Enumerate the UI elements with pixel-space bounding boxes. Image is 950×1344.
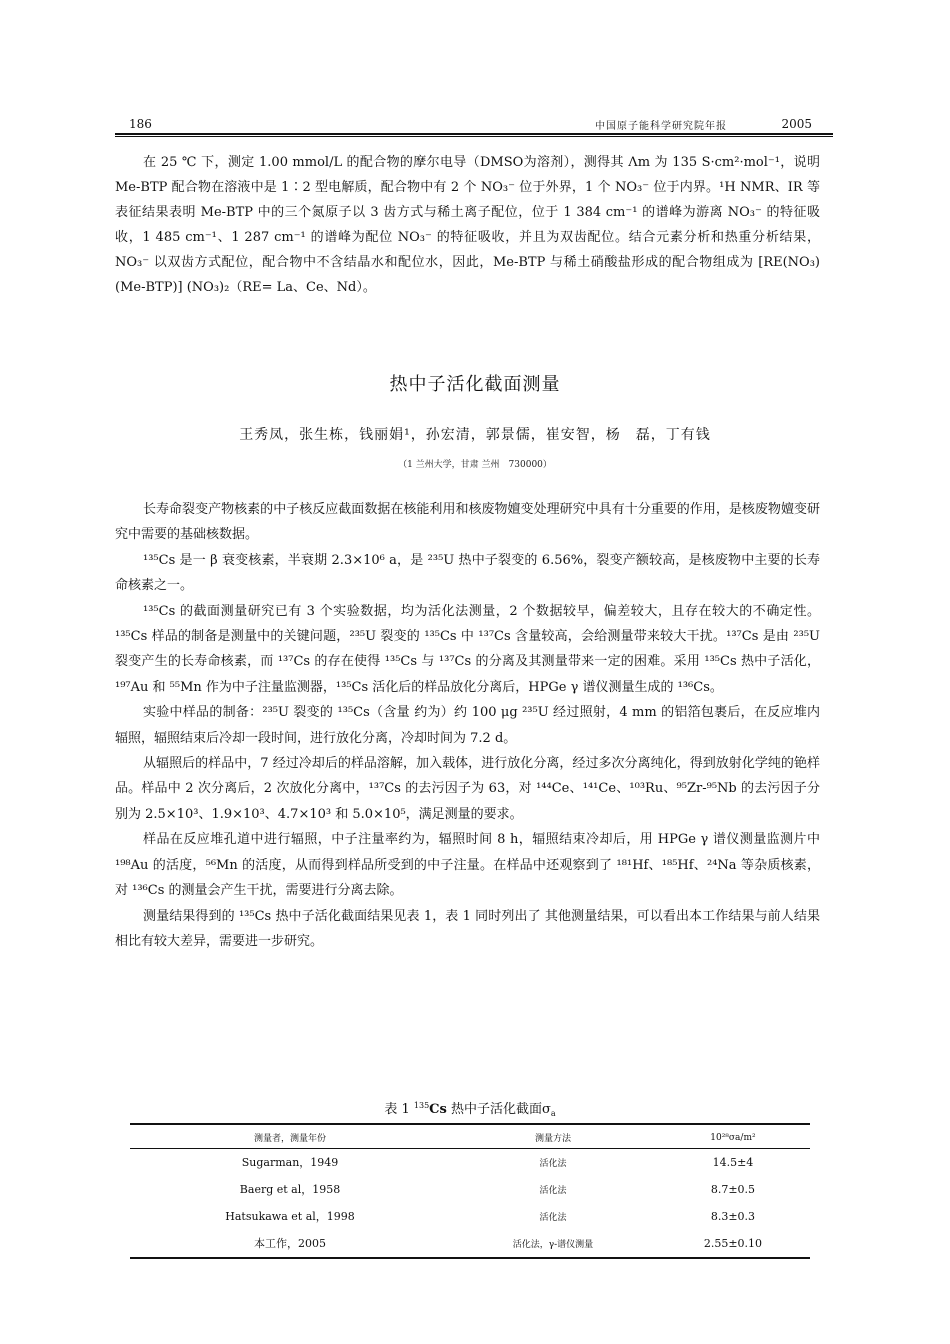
running-header [115,117,828,133]
cell-author: Baerg et al，1958 [239,1183,341,1196]
paragraph: 测量结果得到的 ¹³⁵Cs 热中子活化截面结果见表 1，表 1 同时列出了 其他测量结果，可以看出本工作结果与前人结果相比有较大差异，需要进一步研究。 [115,908,820,949]
caption-sigma: σ [542,1102,551,1117]
cell-method: 活化法 [539,1212,567,1223]
cell-method: 活化法，γ-谱仪测量 [450,1230,656,1258]
caption-sigma-sub: a [550,1109,556,1118]
cell-author: Sugarman，1949 [241,1156,339,1169]
table-row [130,1203,810,1230]
paragraph: 从辐照后的样品中，7 经过冷却后的样品溶解，加入载体，进行放化分离，经过多次分离纯化，得到放射化学纯的铯样品。样品中 2 次分离后，2 次放化分离中，¹³⁷Cs 的去污因子为 63，对 ¹⁴⁴Ce、¹⁴¹Ce、¹⁰³Ru、⁹⁵Zr-⁹⁵Nb 的去污因子分别为 2.5×10³、1.9×10³、4.7×10³ 和 5.0×10⁵，满足测量的要求。 [115,756,820,822]
previous-article-text [115,150,820,300]
table-caption-text: 热中子活化截面 [450,1102,542,1117]
cell-value: 14.5±4 [712,1155,754,1169]
caption-nuclide-symbol: Cs [429,1102,447,1117]
article-title: 热中子活化截面测量 [389,374,561,395]
cell-author: 本工作，2005 [130,1230,450,1258]
paragraph: ¹³⁵Cs 的截面测量研究已有 3 个实验数据，均为活化法测量，2 个数据较早，偏差较大，且存在较大的不确定性。¹³⁵Cs 样品的制备是测量中的关键问题，²³⁵U 裂变的 ¹³⁵Cs 中 ¹³⁷Cs 含量较高，会给测量带来较大干扰。¹³⁷Cs 是由 ²³⁵U 裂变产生的长寿命核素，而 ¹³⁷Cs 的存在使得 ¹³⁵Cs 与 ¹³⁷Cs 的分离及其测量带来一定的困难。采用 ¹³⁵Cs 热中子活化，¹⁹⁷Au 和 ⁵⁵Mn 作为中子注量监测器，¹³⁵Cs 活化后的样品放化分离后，HPGe γ 谱仪测量生成的 ¹³⁶Cs。 [115,603,820,695]
cell-value: 8.7±0.5 [710,1182,756,1196]
paragraph: 实验中样品的制备：²³⁵U 裂变的 ¹³⁵Cs（含量 约为）约 100 μg ²³⁵U 经过照射，4 mm 的铝箔包裹后，在反应堆内辐照，辐照结束后冷却一段时间，进行放化分离，冷却时间为 7.2 d。 [115,705,820,746]
header-rule-thin [115,136,833,137]
journal-year: 2005 [781,117,812,131]
article-body [115,497,820,954]
table-row [130,1149,810,1177]
column-header: 10²⁸σa/m² [656,1124,810,1149]
cell-author: Hatsukawa et al，1998 [225,1210,355,1223]
paragraph: ¹³⁵Cs 是一 β 衰变核素，半衰期 2.3×10⁶ a，是 ²³⁵U 热中子裂变的 6.56%，裂变产额较高，是核废物中主要的长寿命核素之一。 [115,552,820,594]
header-rule [115,133,833,135]
paragraph: 在 25 ℃ 下，测定 1.00 mmol/L 的配合物的摩尔电导（DMSO为溶剂），测得其 Λm 为 135 S·cm²·mol⁻¹，说明 Me-BTP 配合物在溶液中是 1∶2 型电解质，配合物中有 2 个 NO₃⁻ 位于外界，1 个 NO₃⁻ 位于内界。¹H NMR、IR 等表征结果表明 Me-BTP 中的三个氮原子以 3 齿方式与稀土离子配位，位于 1 384 cm⁻¹ 的谱峰为游离 NO₃⁻ 的特征吸收，1 485 cm⁻¹、1 287 cm⁻¹ 的谱峰为配位 NO₃⁻ 的特征吸收，并且为双齿配位。结合元素分析和热重分析结果，NO₃⁻ 以双齿方式配位，配合物中不含结晶水和配位水，因此，Me-BTP 与稀土硝酸盐形成的配合物组成为 [RE(NO₃)(Me-BTP)] (NO₃)₂（RE= La、Ce、Nd）。 [115,155,820,295]
column-header: 测量方法 [450,1124,656,1149]
table-row [130,1176,810,1203]
table-caption [130,1098,810,1117]
column-header: 测量者，测量年份 [130,1124,450,1149]
cell-method: 活化法 [539,1158,567,1169]
table-row [130,1230,810,1258]
cross-section-table [130,1098,810,1259]
table-caption-prefix: 表 1 [384,1102,410,1117]
author-list: 王秀凤，张生栋，钱丽娟¹，孙宏清，郭景儒，崔安智，杨 磊，丁有钱 [239,427,711,443]
table-header-row [130,1124,810,1149]
affiliation: （1 兰州大学，甘肃 兰州 730000） [398,460,552,470]
cell-value: 8.3±0.3 [710,1209,756,1223]
paragraph: 长寿命裂变产物核素的中子核反应截面数据在核能利用和核废物嬗变处理研究中具有十分重要的作用，是核废物嬗变研究中需要的基础核数据。 [115,502,820,543]
page-number: 186 [129,117,152,131]
data-table [130,1123,810,1259]
caption-nuclide-mass: 135 [413,1101,430,1110]
cell-value: 2.55±0.10 [656,1230,810,1258]
paragraph: 样品在反应堆孔道中进行辐照，中子注量率约为，辐照时间 8 h，辐照结束冷却后，用 HPGe γ 谱仪测量监测片中 ¹⁹⁸Au 的活度，⁵⁶Mn 的活度，从而得到样品所受到的中子注量。在样品中还观察到了 ¹⁸¹Hf、¹⁸⁵Hf、²⁴Na 等杂质核素，对 ¹³⁶Cs 的测量会产生干扰，需要进行分离去除。 [115,832,820,899]
journal-name: 中国原子能科学研究院年报 [595,121,727,132]
cell-method: 活化法 [539,1185,567,1196]
